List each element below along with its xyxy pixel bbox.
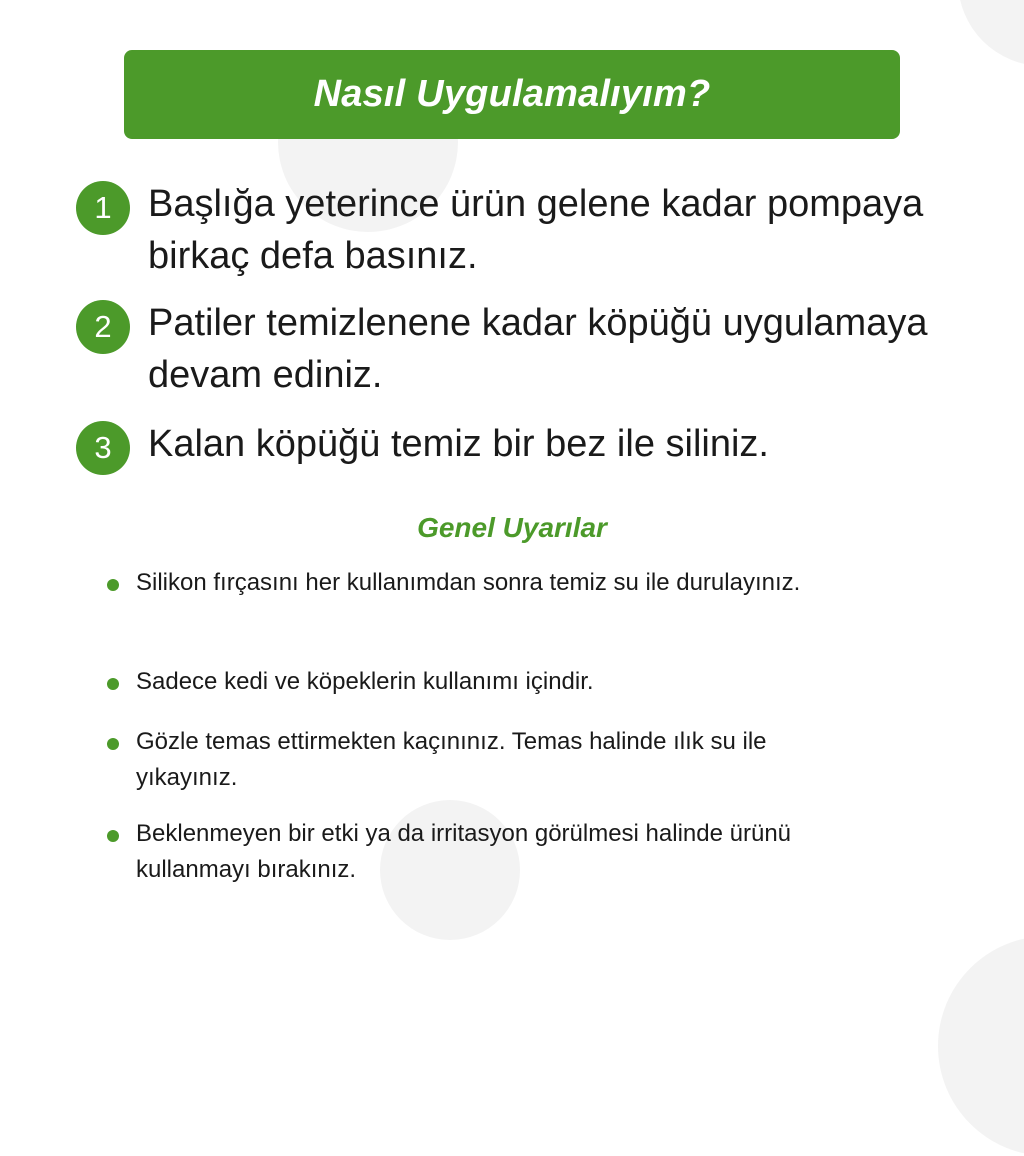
bullet-dot-icon — [107, 738, 119, 750]
bullet-dot-icon — [107, 678, 119, 690]
step-number-badge: 1 — [76, 181, 130, 235]
page-title: Nasıl Uygulamalıyım? — [313, 73, 711, 115]
warning-text: Silikon fırçasını her kullanımdan sonra temiz su ile durulayınız. — [136, 569, 801, 596]
header-banner — [124, 50, 900, 139]
warnings-title: Genel Uyarılar — [417, 512, 607, 543]
bullet-dot-icon — [107, 579, 119, 591]
step-number-badge: 3 — [76, 421, 130, 475]
decorative-circle — [958, 0, 1024, 66]
decorative-circle — [938, 936, 1024, 1156]
warning-text: Beklenmeyen bir etki ya da irritasyon görülmesi halinde ürünü kullanmayı bırakınız. — [136, 820, 792, 883]
warning-item — [107, 565, 846, 601]
warning-item — [107, 664, 846, 700]
step-number-badge: 2 — [76, 300, 130, 354]
warning-text: Sadece kedi ve köpeklerin kullanımı içindir. — [136, 668, 594, 695]
step-text: Patiler temizlenene kadar köpüğü uygulamaya devam ediniz. — [148, 302, 928, 396]
step-item — [76, 297, 976, 401]
warning-item — [107, 724, 846, 796]
bullet-dot-icon — [107, 830, 119, 842]
step-item — [76, 178, 976, 282]
warning-text: Gözle temas ettirmekten kaçınınız. Temas halinde ılık su ile yıkayınız. — [136, 728, 767, 791]
step-text: Başlığa yeterince ürün gelene kadar pompaya birkaç defa basınız. — [148, 183, 924, 277]
step-text: Kalan köpüğü temiz bir bez ile siliniz. — [148, 423, 769, 465]
step-item — [76, 418, 976, 475]
warning-item — [107, 816, 846, 888]
